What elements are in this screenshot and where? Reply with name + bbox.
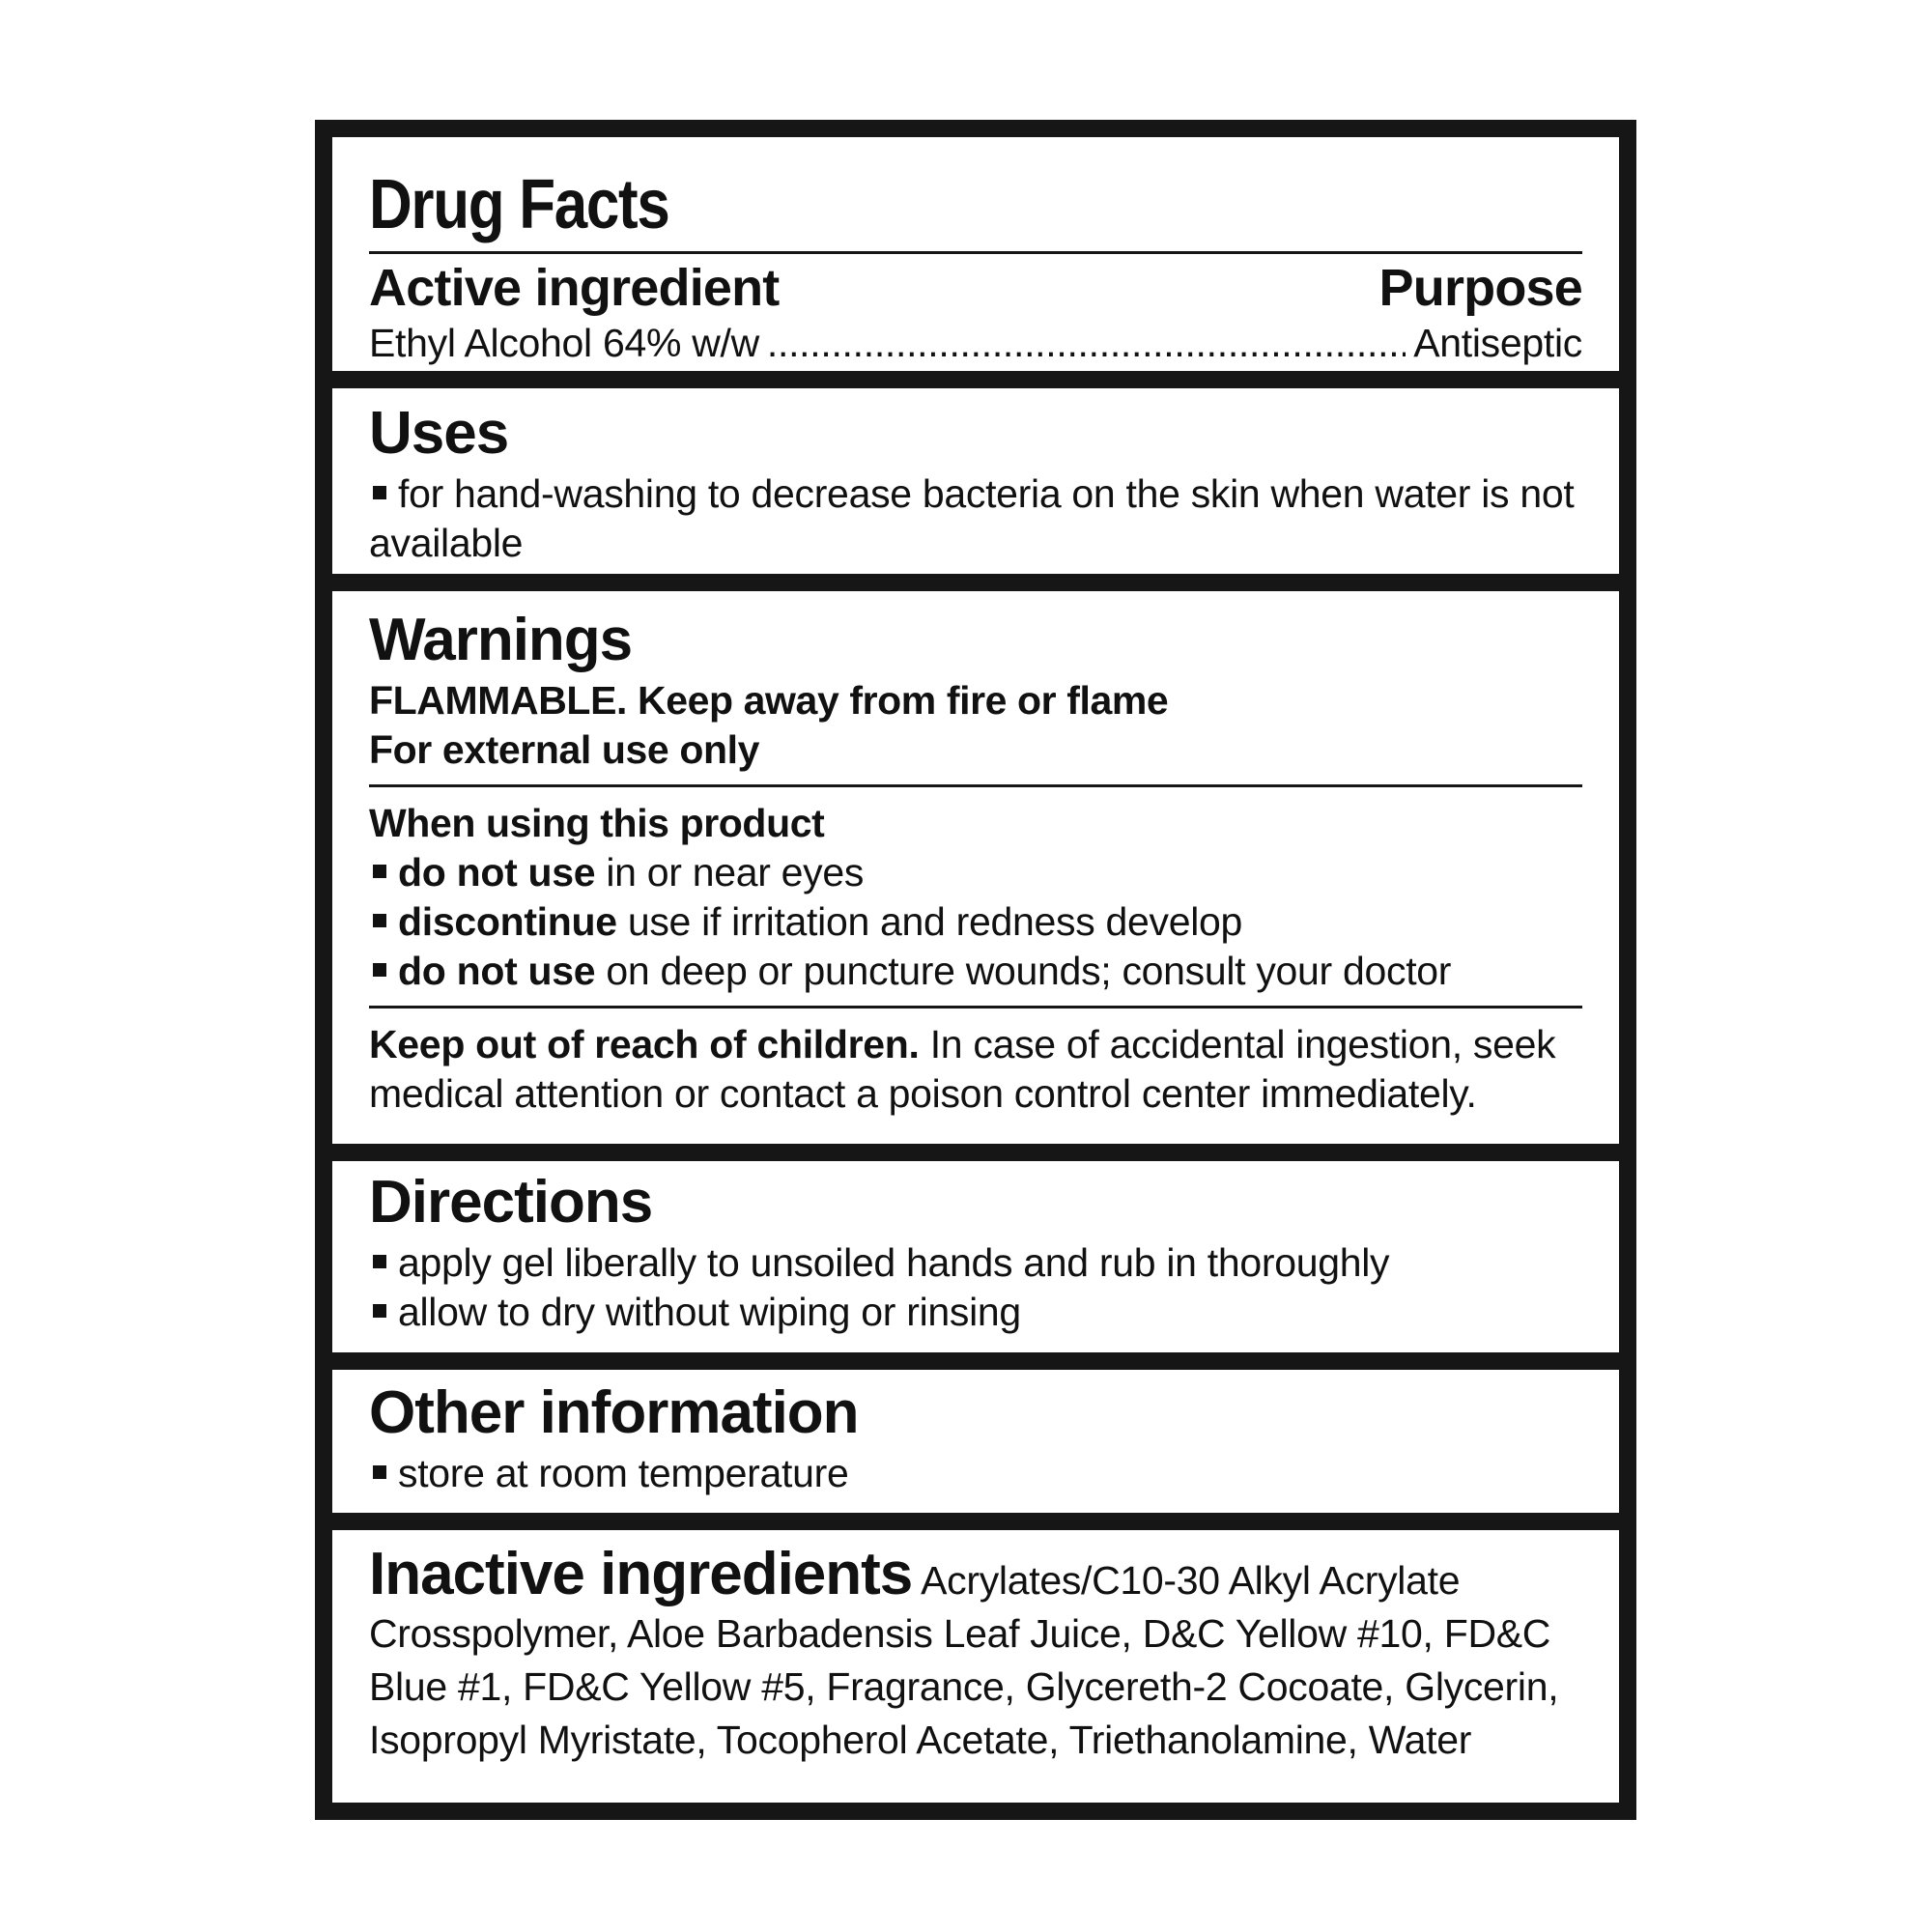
active-ingredient-header-row bbox=[369, 258, 1582, 318]
purpose-heading: Purpose bbox=[1378, 259, 1582, 317]
inactive-ingredients-heading: Inactive ingredients bbox=[369, 1541, 913, 1607]
when-using-heading: When using this product bbox=[369, 801, 825, 845]
children-warning-text: In case of accidental ingestion, seek medical attention or contact a poison control center immediately. bbox=[369, 1022, 1556, 1116]
directions-item-text: apply gel liberally to unsoiled hands and rub in thoroughly bbox=[398, 1240, 1390, 1285]
inactive-ingredients-paragraph bbox=[369, 1541, 1582, 1767]
bullet-icon bbox=[373, 865, 386, 878]
when-using-item-bold: do not use bbox=[398, 949, 596, 993]
bullet-icon bbox=[373, 1304, 386, 1318]
external-use-warning: For external use only bbox=[369, 727, 760, 772]
uses-panel bbox=[332, 388, 1619, 574]
other-information-panel bbox=[332, 1370, 1619, 1513]
drug-facts-label bbox=[315, 120, 1636, 1820]
active-ingredient-heading: Active ingredient bbox=[369, 259, 780, 317]
divider bbox=[369, 1006, 1582, 1009]
uses-item-text: for hand-washing to decrease bacteria on the skin when water is not available bbox=[369, 471, 1575, 565]
inactive-ingredients-panel bbox=[332, 1530, 1619, 1803]
divider bbox=[369, 251, 1582, 254]
bullet-icon bbox=[373, 1465, 386, 1479]
when-using-item bbox=[369, 848, 1582, 897]
flammable-warning: FLAMMABLE. Keep away from fire or flame bbox=[369, 678, 1169, 723]
warnings-panel bbox=[332, 591, 1619, 1144]
active-ingredient-purpose: Antiseptic bbox=[1413, 321, 1582, 365]
inactive-ingredients-list: Acrylates/C10-30 Alkyl Acrylate Crosspolymer, Aloe Barbadensis Leaf Juice, D&C Yellow #10, FD&C Blue #1, FD&C Yellow #5, Fragrance, Glycereth-2 Cocoate, Glycerin, Isopropyl Myristate, Tocopherol Acetate, Triethanolamine, Water bbox=[369, 1558, 1559, 1762]
children-warning bbox=[369, 1020, 1582, 1119]
children-warning-bold: Keep out of reach of children. bbox=[369, 1022, 920, 1066]
when-using-item bbox=[369, 897, 1582, 947]
when-using-item-text: on deep or puncture wounds; consult your doctor bbox=[595, 949, 1452, 993]
when-using-item bbox=[369, 947, 1582, 996]
when-using-item-bold: discontinue bbox=[398, 899, 617, 944]
when-using-item-text: use if irritation and redness develop bbox=[616, 899, 1243, 944]
directions-panel bbox=[332, 1161, 1619, 1352]
active-ingredient-row bbox=[369, 318, 1582, 368]
warnings-heading: Warnings bbox=[369, 607, 633, 673]
bullet-icon bbox=[373, 486, 386, 499]
active-ingredient-name: Ethyl Alcohol 64% w/w bbox=[369, 321, 759, 365]
bullet-icon bbox=[373, 914, 386, 927]
bullet-icon bbox=[373, 1255, 386, 1268]
other-information-item-text: store at room temperature bbox=[398, 1451, 849, 1495]
directions-item-text: allow to dry without wiping or rinsing bbox=[398, 1290, 1021, 1334]
active-ingredient-panel bbox=[332, 137, 1619, 371]
directions-item bbox=[369, 1238, 1582, 1288]
dot-leader bbox=[767, 318, 1406, 368]
when-using-item-text: in or near eyes bbox=[595, 850, 865, 895]
divider bbox=[369, 784, 1582, 787]
other-information-heading: Other information bbox=[369, 1379, 859, 1446]
directions-item bbox=[369, 1288, 1582, 1337]
other-information-item bbox=[369, 1449, 1582, 1498]
drug-facts-title: Drug Facts bbox=[369, 166, 669, 243]
bullet-icon bbox=[373, 963, 386, 977]
directions-heading: Directions bbox=[369, 1169, 653, 1236]
uses-item bbox=[369, 469, 1582, 568]
uses-heading: Uses bbox=[369, 400, 509, 467]
when-using-item-bold: do not use bbox=[398, 850, 596, 895]
